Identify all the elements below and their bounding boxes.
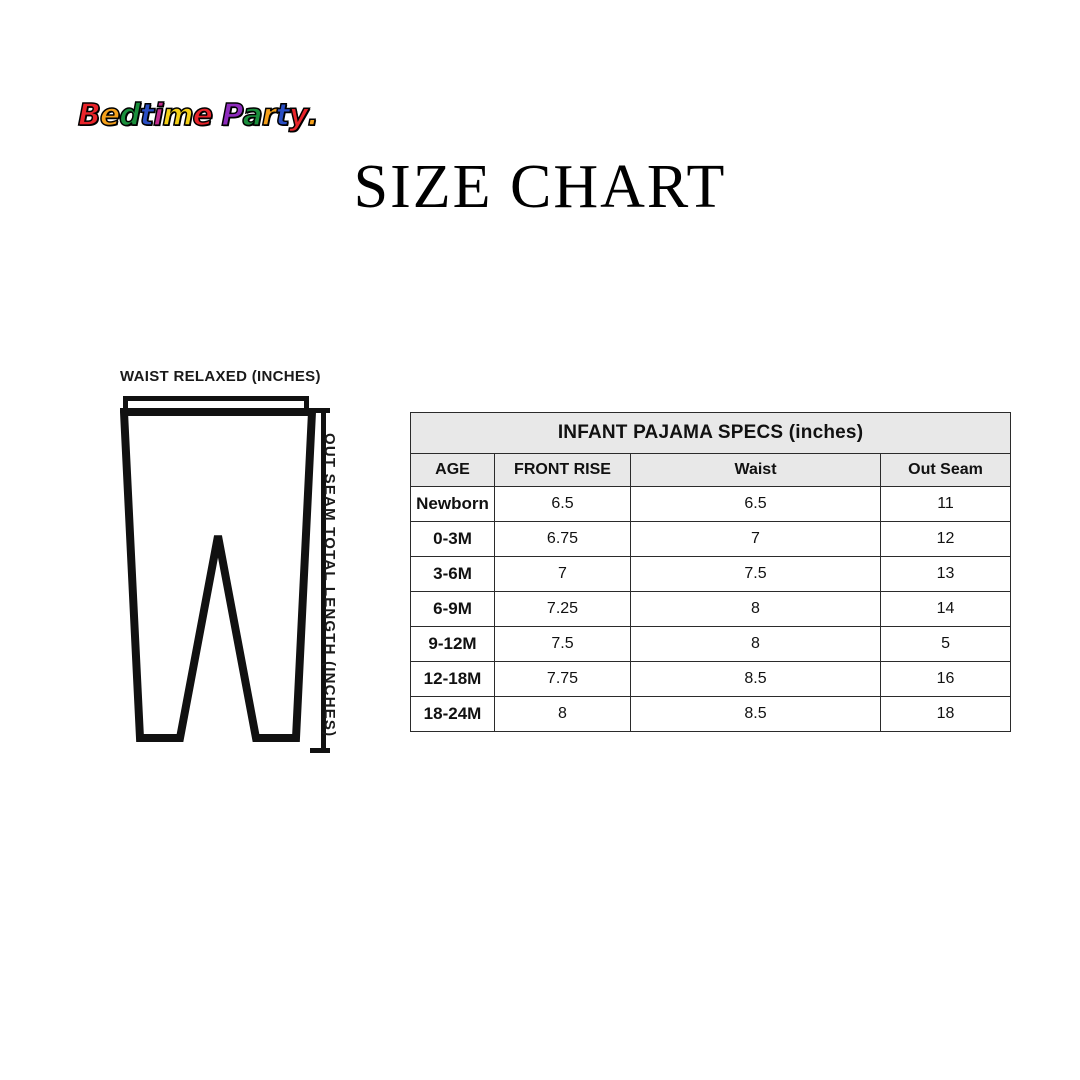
cell-age: Newborn — [411, 487, 495, 522]
cell-front-rise: 6.5 — [495, 487, 631, 522]
cell-age: 9-12M — [411, 627, 495, 662]
column-header-age: AGE — [411, 454, 495, 487]
cell-front-rise: 6.75 — [495, 522, 631, 557]
table-row — [411, 522, 1011, 557]
cell-waist: 7.5 — [631, 557, 881, 592]
cell-waist: 8.5 — [631, 662, 881, 697]
cell-front-rise: 7.75 — [495, 662, 631, 697]
outseam-tick-bottom — [310, 748, 330, 753]
waist-measure-label: WAIST RELAXED (INCHES) — [120, 368, 321, 385]
cell-waist: 6.5 — [631, 487, 881, 522]
brand-logo-text: Bedtime Party. — [78, 98, 318, 133]
pajama-pants-illustration — [120, 408, 316, 753]
page-title: SIZE CHART — [353, 153, 727, 221]
garment-diagram — [120, 368, 360, 788]
outseam-measure-label: OUT SEAM TOTAL LENGTH (INCHES) — [321, 433, 338, 738]
table-row — [411, 697, 1011, 732]
table-body — [411, 487, 1011, 732]
cell-out-seam: 11 — [881, 487, 1011, 522]
cell-out-seam: 18 — [881, 697, 1011, 732]
cell-waist: 8 — [631, 627, 881, 662]
table-row — [411, 557, 1011, 592]
cell-out-seam: 14 — [881, 592, 1011, 627]
cell-waist: 8 — [631, 592, 881, 627]
cell-waist: 8.5 — [631, 697, 881, 732]
cell-out-seam: 13 — [881, 557, 1011, 592]
table-row — [411, 662, 1011, 697]
outseam-tick-top — [310, 408, 330, 413]
column-header-waist: Waist — [631, 454, 881, 487]
waist-measure-bar — [123, 396, 309, 401]
cell-age: 18-24M — [411, 697, 495, 732]
table-title-row — [411, 413, 1011, 454]
cell-front-rise: 7.5 — [495, 627, 631, 662]
table-title: INFANT PAJAMA SPECS (inches) — [411, 413, 1011, 454]
column-header-out-seam: Out Seam — [881, 454, 1011, 487]
cell-front-rise: 8 — [495, 697, 631, 732]
size-chart-table — [410, 412, 1011, 732]
cell-waist: 7 — [631, 522, 881, 557]
cell-age: 6-9M — [411, 592, 495, 627]
cell-out-seam: 16 — [881, 662, 1011, 697]
cell-age: 0-3M — [411, 522, 495, 557]
cell-age: 12-18M — [411, 662, 495, 697]
table-row — [411, 627, 1011, 662]
cell-age: 3-6M — [411, 557, 495, 592]
cell-out-seam: 12 — [881, 522, 1011, 557]
table-row — [411, 592, 1011, 627]
cell-front-rise: 7.25 — [495, 592, 631, 627]
table-row — [411, 487, 1011, 522]
column-header-front-rise: FRONT RISE — [495, 454, 631, 487]
brand-logo — [78, 88, 318, 144]
cell-front-rise: 7 — [495, 557, 631, 592]
table-column-headers — [411, 454, 1011, 487]
cell-out-seam: 5 — [881, 627, 1011, 662]
